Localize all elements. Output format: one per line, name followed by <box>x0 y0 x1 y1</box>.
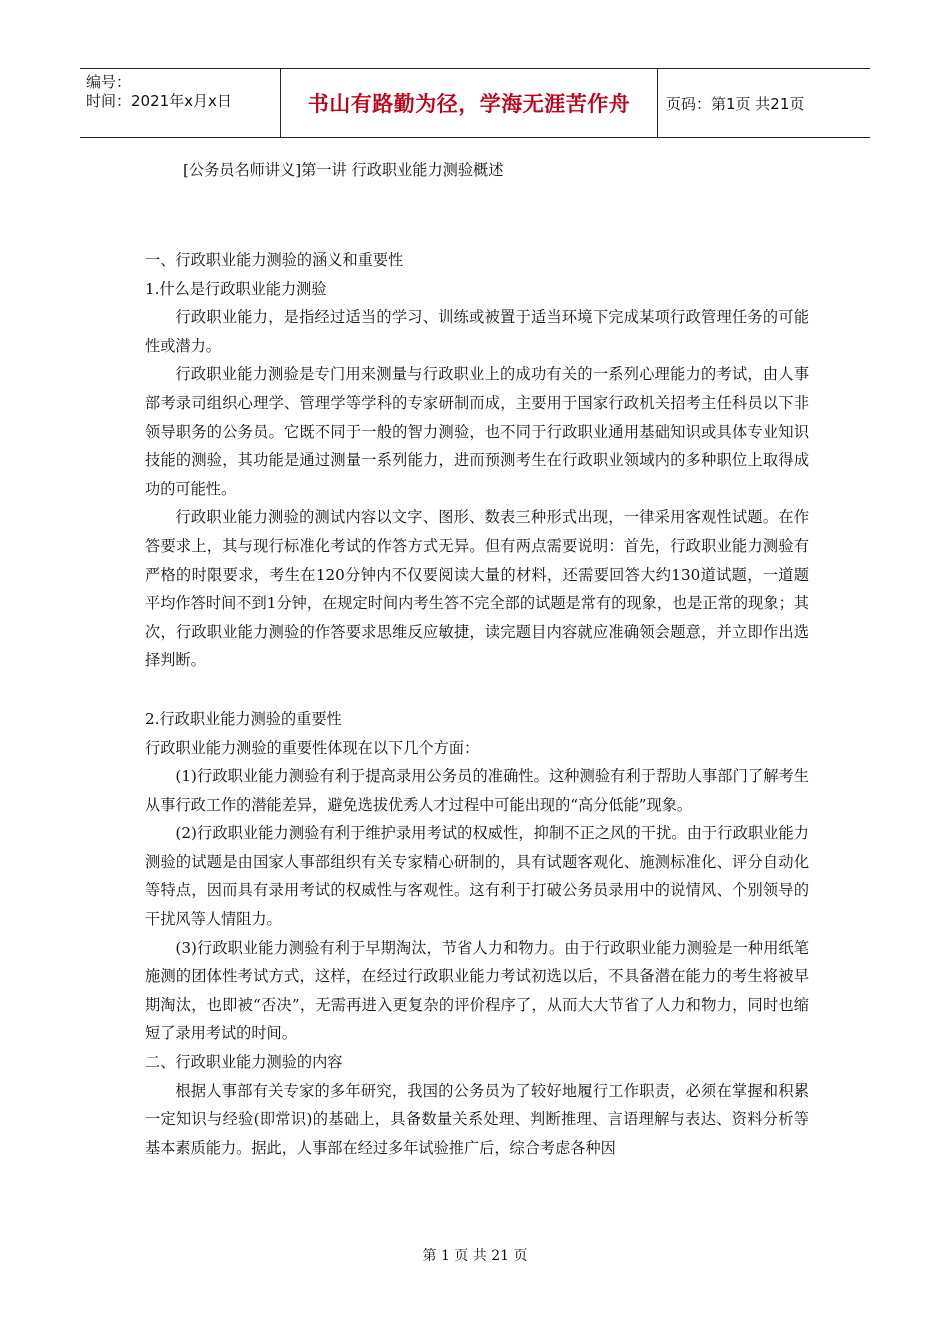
header-meta-cell <box>80 69 281 137</box>
subsection-heading-2: 2.行政职业能力测验的重要性 <box>145 709 342 728</box>
spacer <box>145 184 809 246</box>
spacer <box>145 675 809 705</box>
paragraph-1: 行政职业能力，是指经过适当的学习、训练或被置于适当环境下完成某项行政管理任务的可能性或潜力。 <box>145 308 809 355</box>
section-heading-2: 二、行政职业能力测验的内容 <box>145 1053 343 1072</box>
paragraph-4: 行政职业能力测验的重要性体现在以下几个方面： <box>145 738 480 757</box>
paragraph-8: 根据人事部有关专家的多年研究，我国的公务员为了较好地履行工作职责，必须在掌握和积累一定知识与经验(即常识)的基础上，具备数量关系处理、判断推理、言语理解与表达、资料分析等基本素质能力。据此，人事部在经过多年试验推广后，综合考虑各种因 <box>145 1081 809 1157</box>
page-footer <box>0 1245 950 1265</box>
paragraph-5: (1)行政职业能力测验有利于提高录用公务员的准确性。这种测验有利于帮助人事部门了解考生从事行政工作的潜能差异，避免选拔优秀人才过程中可能出现的“高分低能”现象。 <box>145 767 809 814</box>
subsection-heading-1: 1.什么是行政职业能力测验 <box>145 279 327 298</box>
paragraph-3: 行政职业能力测验的测试内容以文字、图形、数表三种形式出现，一律采用客观性试题。在作答要求上，其与现行标准化考试的作答方式无异。但有两点需要说明：首先，行政职业能力测验有严格的时限要求，考生在120分钟内不仅要阅读大量的材料，还需要回答大约130道试题，一道题平均作答时间不到1分钟，在规定时间内考生答不完全部的试题是常有的现象，也是正常的现象；其次，行政职业能力测验的作答要求思维反应敏捷，读完题目内容就应准确领会题意，并立即作出选择判断。 <box>145 508 809 670</box>
header-motto-cell <box>281 69 658 137</box>
header-page-cell <box>658 69 870 137</box>
footer-page-number: 第 1 页 共 21 页 <box>422 1248 528 1264</box>
document-body <box>145 150 809 1162</box>
date-label: 时间：2021年x月x日 <box>86 92 232 110</box>
motto-text: 书山有路勤为径，学海无涯苦作舟 <box>307 92 631 116</box>
document-header <box>80 68 870 138</box>
document-title: [公务员名师讲义]第一讲 行政职业能力测验概述 <box>183 161 504 179</box>
paragraph-6: (2)行政职业能力测验有利于维护录用考试的权威性，抑制不正之风的干扰。由于行政职业能力测验的试题是由国家人事部组织有关专家精心研制的，具有试题客观化、施测标准化、评分自动化等特点，因而具有录用考试的权威性与客观性。这有利于打破公务员录用中的说情风、个别领导的干扰风等人情阻力。 <box>145 824 809 929</box>
paragraph-2: 行政职业能力测验是专门用来测量与行政职业上的成功有关的一系列心理能力的考试，由人事部考录司组织心理学、管理学等学科的专家研制而成，主要用于国家行政机关招考主任科员以下非领导职务的公务员。它既不同于一般的智力测验，也不同于行政职业通用基础知识或具体专业知识技能的测验，其功能是通过测量一系列能力，进而预测考生在行政职业领域内的多种职位上取得成功的可能性。 <box>145 365 809 498</box>
number-label: 编号： <box>86 73 132 91</box>
paragraph-7: (3)行政职业能力测验有利于早期淘汰，节省人力和物力。由于行政职业能力测验是一种用纸笔施测的团体性考试方式，这样，在经过行政职业能力考试初选以后，不具备潜在能力的考生将被早期淘汰，也即被“否决”，无需再进入更复杂的评价程序了，从而大大节省了人力和物力，同时也缩短了录用考试的时间。 <box>145 938 809 1043</box>
page-code: 页码：第1页 共21页 <box>666 94 805 113</box>
section-heading-1: 一、行政职业能力测验的涵义和重要性 <box>145 251 404 269</box>
